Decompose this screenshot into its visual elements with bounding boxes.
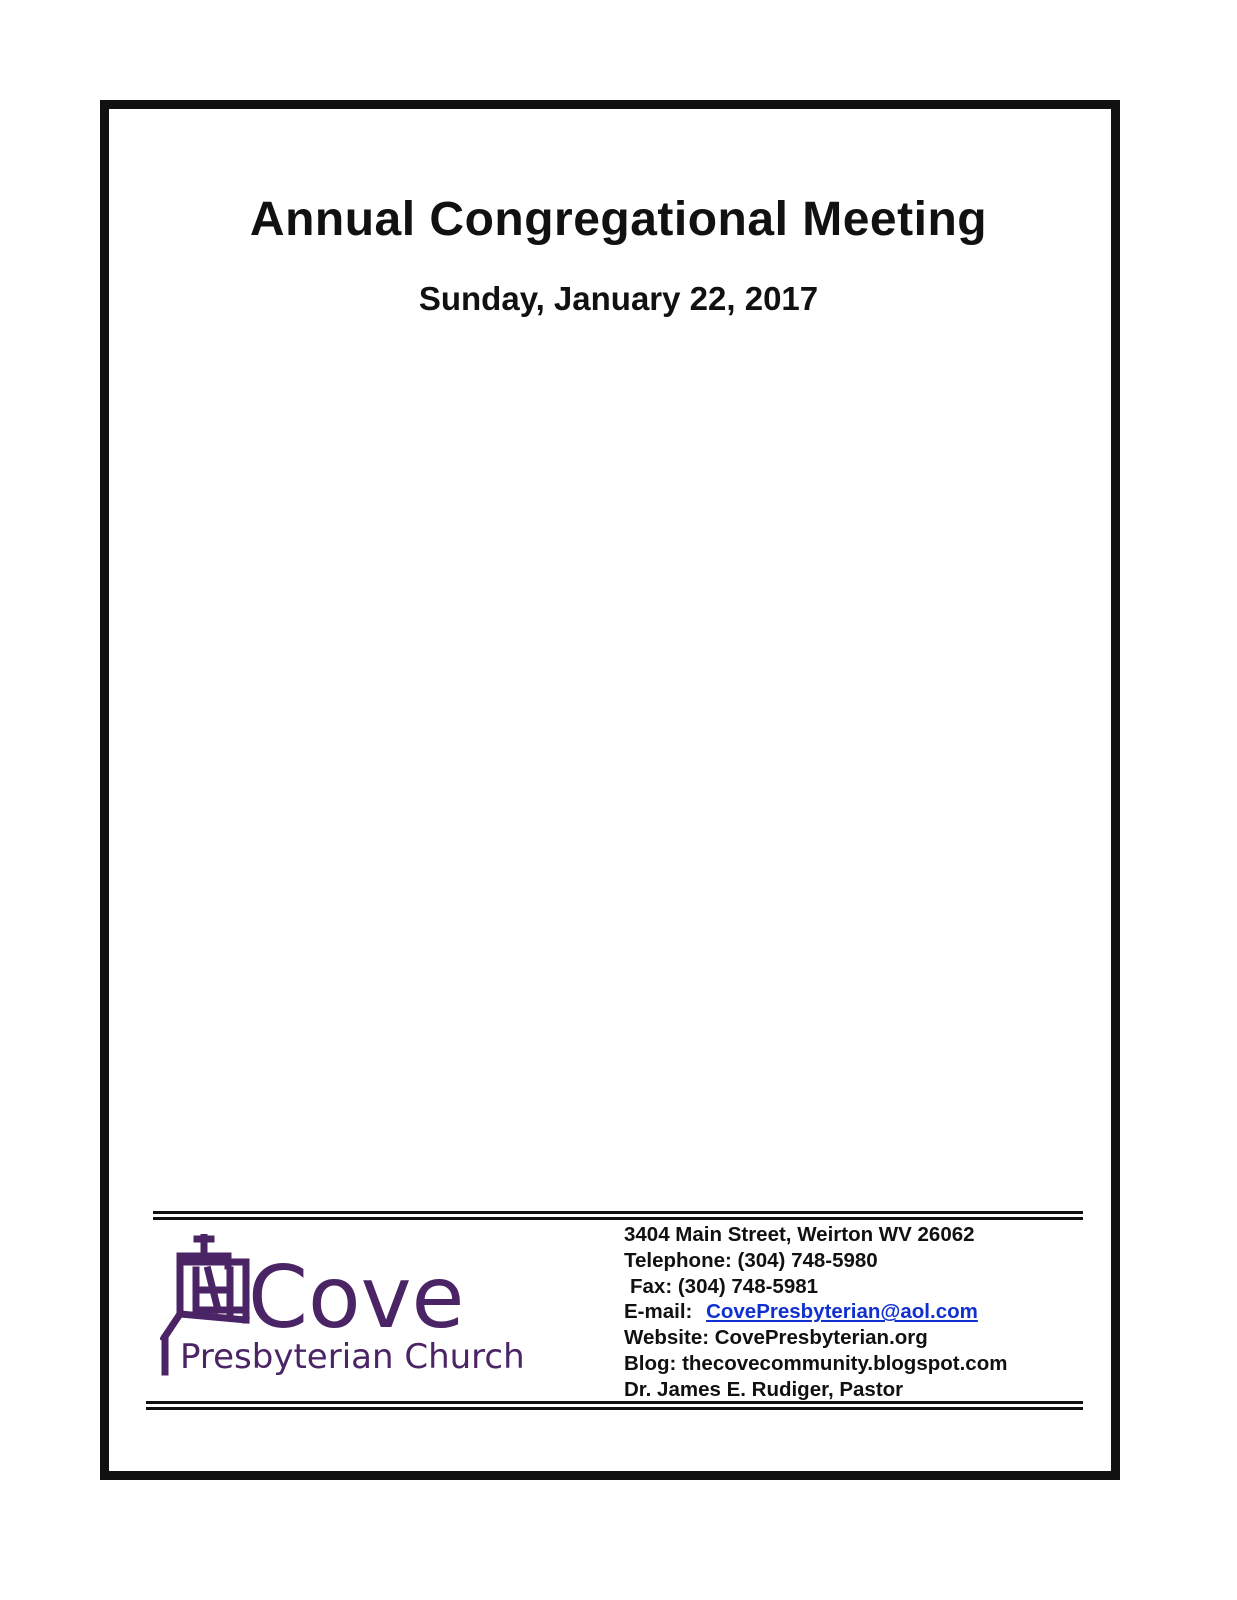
- email-link[interactable]: CovePresbyterian@aol.com: [706, 1300, 978, 1324]
- logo-subtitle: Presbyterian Church: [180, 1337, 525, 1377]
- pastor: Dr. James E. Rudiger, Pastor: [624, 1377, 904, 1401]
- contact-info: [624, 1222, 1094, 1403]
- email-row: [624, 1299, 1094, 1325]
- footer-bottom-rule: [146, 1401, 1083, 1410]
- church-tower-icon: [160, 1234, 560, 1384]
- fax: Fax: (304) 748-5981: [630, 1274, 819, 1298]
- church-logo: [160, 1234, 560, 1384]
- telephone: Telephone: (304) 748-5980: [624, 1248, 878, 1272]
- blog: Blog: thecovecommunity.blogspot.com: [624, 1351, 1008, 1375]
- page-title: Annual Congregational Meeting: [249, 193, 988, 246]
- website: Website: CovePresbyterian.org: [624, 1326, 928, 1350]
- email-label: E-mail:: [624, 1300, 693, 1324]
- meeting-date: Sunday, January 22, 2017: [418, 280, 819, 317]
- footer-top-rule: [153, 1211, 1083, 1220]
- logo-wordmark: Cove: [248, 1248, 465, 1348]
- address: 3404 Main Street, Weirton WV 26062: [624, 1223, 975, 1246]
